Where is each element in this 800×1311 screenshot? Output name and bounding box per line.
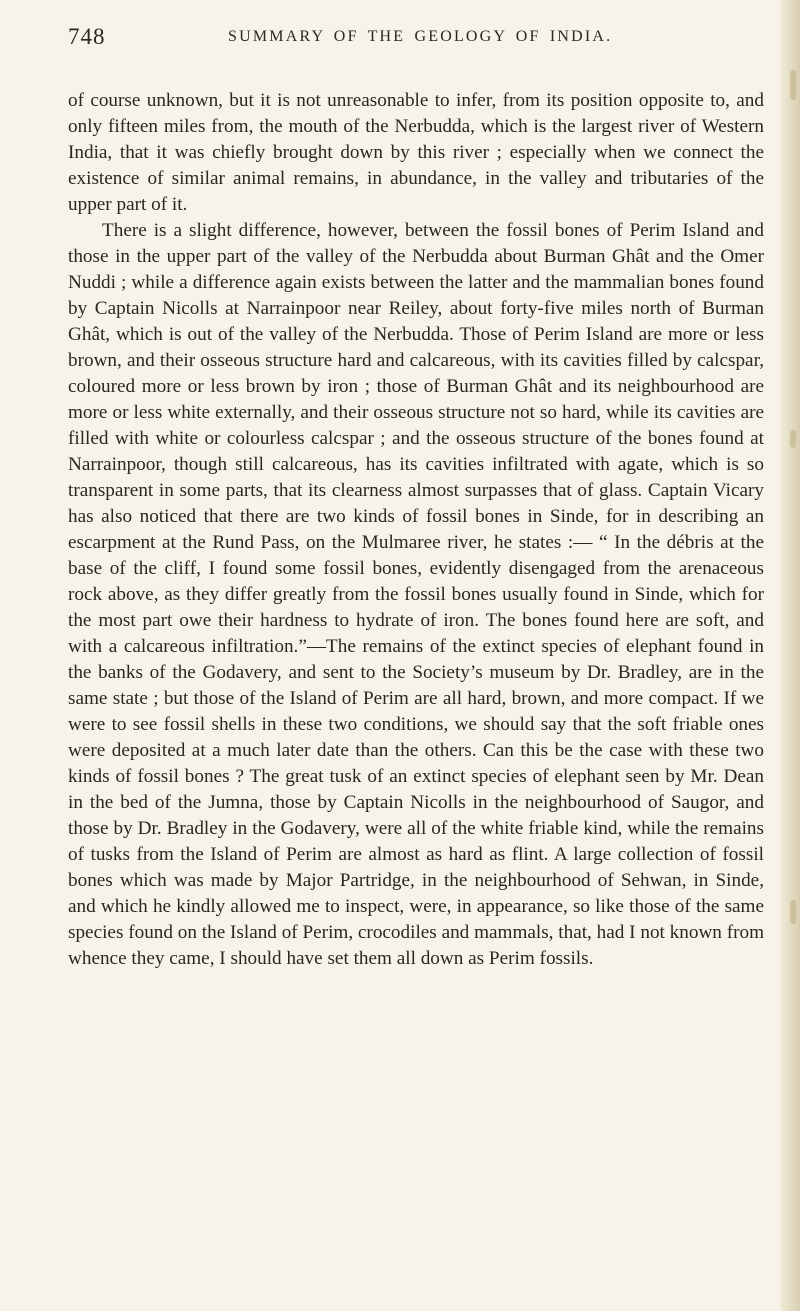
paragraph: There is a slight difference, however, between the fossil bones of Perim Island and those in the upper part of the valley of the Nerbudda about Burman Ghât and the Omer Nuddi ; while a difference again exists between the latter and the mammalian bones found by Captain Nicolls at Narrainpoor near Reiley, about forty-five miles north of Burman Ghât, which is out of the valley of the Nerbudda. Those of Perim Island are more or less brown, and their osseous structure hard and calcareous, with its cavities filled by calcspar, coloured more or less brown by iron ; those of Burman Ghât and its neighbourhood are more or less white externally, and their osseous structure not so hard, while its cavities are filled with white or colourless calcspar ; and the osseous structure of the bones found at Narrainpoor, though still calcareous, has its cavities infiltrated with agate, which is so transparent in some parts, that its clearness almost surpasses that of glass. Captain Vicary has also noticed that there are two kinds of fossil bones in Sinde, for in describing an escarpment at the Rund Pass, on the Mulmaree river, he states :— “ In the débris at the base of the cliff, I found some fossil bones, evidently disengaged from the arenaceous rock above, as they differ greatly from the fossil bones usually found in Sinde, which for the most part owe their hardness to hydrate of iron. The bones found here are soft, and with a calcareous infiltration.”—The remains of the extinct species of elephant found in the banks of the Godavery, and sent to the Society’s museum by Dr. Bradley, are in the same state ; but those of the Island of Perim are all hard, brown, and more compact. If we were to see fossil shells in these two conditions, we should say that the soft friable ones were deposited at a much later date than the others. Can this be the case with these two kinds of fossil bones ? The great tusk of an extinct species of elephant seen by Mr. Dean in the bed of the Jumna, those by Captain Nicolls in the neighbourhood of Saugor, and those by Dr. Bradley in the Godavery, were all of the white friable kind, while the remains of tusks from the Island of Perim are almost as hard as flint. A large collection of fossil bones which was made by Major Partridge, in the neighbourhood of Sehwan, in Sinde, and which he kindly allowed me to inspect, were, in appearance, so like those of the same species found on the Island of Perim, crocodiles and mammals, that, had I not known from whence they came, I should have set them all down as Perim fossils. [68, 220, 764, 969]
paragraph: of course unknown, but it is not unreasonable to infer, from its position opposite to, and only fifteen miles from, the mouth of the Nerbudda, which is the largest river of Western India, that it was chiefly brought down by this river ; especially when we connect the existence of similar animal remains, in abundance, in the valley and tributaries of the upper part of it. [68, 90, 764, 215]
running-head: SUMMARY OF THE GEOLOGY OF INDIA. [228, 28, 613, 45]
page-number: 748 [68, 24, 106, 49]
page-edge-shadow [780, 0, 800, 1311]
body-text [68, 88, 764, 972]
paper-stain [790, 70, 796, 100]
paper-stain [790, 430, 796, 448]
page-header [68, 18, 732, 58]
paper-stain [790, 900, 796, 924]
